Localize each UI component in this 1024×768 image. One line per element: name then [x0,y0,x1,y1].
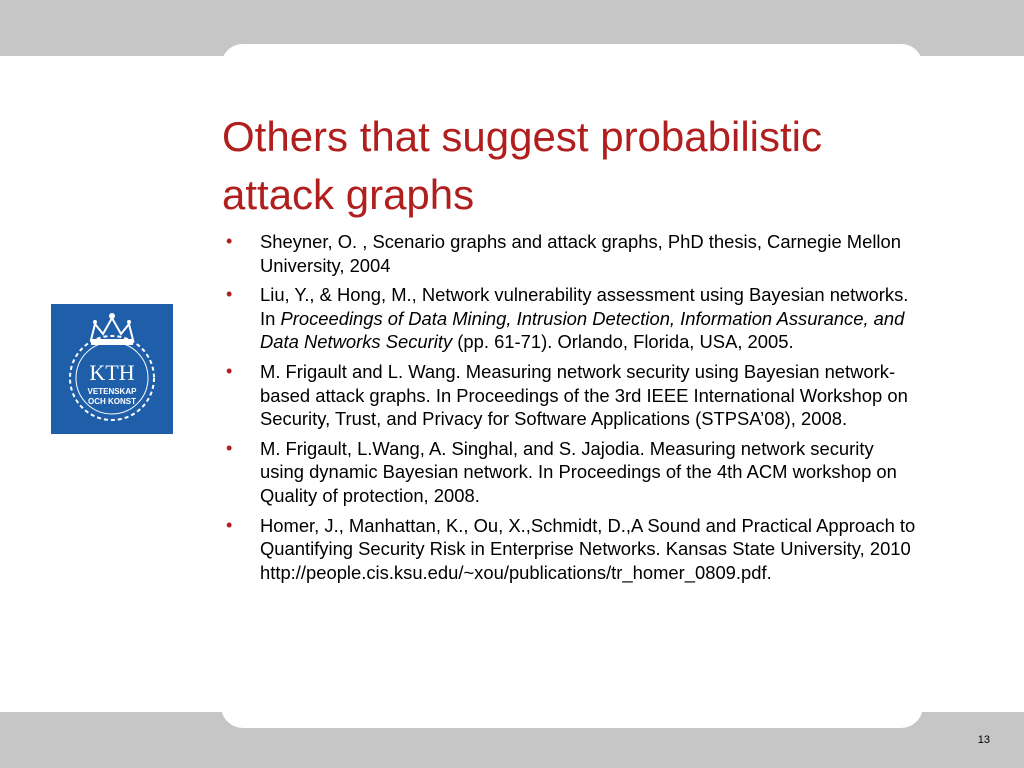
reference-item [226,230,916,277]
reference-text-segment: Liu, Y., & Hong, M., Network vulnerability assessment using Bayesian networks. In [260,284,909,329]
slide-title: Others that suggest probabilistic attack graphs [222,113,822,218]
reference-text-segment: M. Frigault and L. Wang. Measuring network security using Bayesian network-based attack graphs. In Proceedings of the 3rd IEEE International Workshop on Security, Trust, and Privacy for Software Applications (STPSA’08), 2008. [260,360,908,430]
kth-crest-icon [51,304,173,434]
kth-logo [51,304,173,434]
reference-item [226,514,916,585]
bullet-icon: • [226,437,233,458]
bullet-icon: • [226,514,233,535]
reference-list [226,230,916,590]
bullet-icon: • [226,284,233,305]
bullet-icon: • [226,360,233,381]
logo-subtext-2: OCH KONST [88,397,136,406]
reference-item [226,360,916,431]
logo-text: KTH [89,360,135,385]
reference-item [226,437,916,508]
page-number: 13 [977,734,990,746]
reference-italic-segment: Proceedings of Data Mining, Intrusion Detection, Information Assurance, and Data Networks Security [260,307,905,353]
bullet-icon: • [226,231,233,251]
reference-item [226,283,916,354]
logo-subtext-1: VETENSKAP [87,387,137,396]
reference-text-segment: Sheyner, O. , Scenario graphs and attack graphs, PhD thesis, Carnegie Mellon University, 2004 [260,231,901,276]
reference-text-segment: Homer, J., Manhattan, K., Ou, X.,Schmidt, D.,A Sound and Practical Approach to Quantifying Security Risk in Enterprise Networks. Kansas State University, 2010 http://people.cis.ksu.edu/~xou/publications/tr_homer_0809.pdf. [260,514,916,583]
reference-text-segment: (pp. 61-71). Orlando, Florida, USA, 2005. [452,331,794,353]
reference-text-segment: M. Frigault, L.Wang, A. Singhal, and S. Jajodia. Measuring network security using dynamic Bayesian network. In Proceedings of the 4th ACM workshop on Quality of protection, 2008. [260,437,897,506]
